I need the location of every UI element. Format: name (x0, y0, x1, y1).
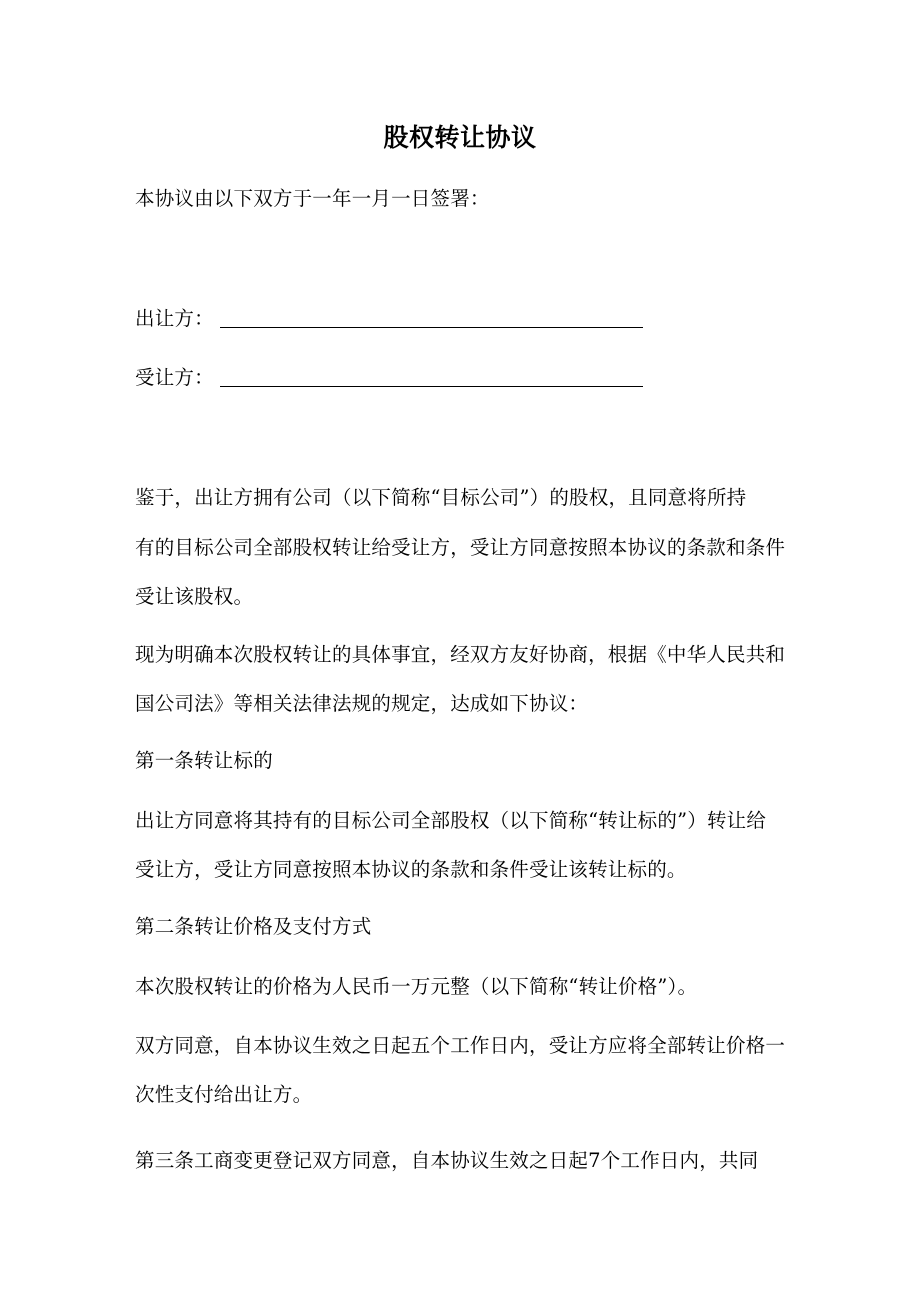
transferee-blank-line (220, 386, 643, 387)
article-2-line: 本次股权转让的价格为人民币一万元整（以下简称“转让价格”）。 (135, 975, 698, 998)
recital-line: 鉴于，出让方拥有公司（以下简称“目标公司”）的股权，且同意将所持 (135, 486, 747, 509)
article-3-line: 第三条工商变更登记双方同意，自本协议生效之日起7个工作日内，共同 (135, 1149, 759, 1172)
article-2-heading: 第二条转让价格及支付方式 (135, 915, 372, 938)
transferor-blank-line (220, 327, 643, 328)
article-1-heading: 第一条转让标的 (135, 749, 273, 772)
recital-line: 受让该股权。 (135, 585, 254, 608)
intro-text: 本协议由以下双方于一年一月一日签署： (135, 187, 490, 210)
recital-line: 有的目标公司全部股权转让给受让方，受让方同意按照本协议的条款和条件 (135, 536, 786, 559)
document-title: 股权转让协议 (383, 123, 537, 152)
article-2-line: 双方同意，自本协议生效之日起五个工作日内，受让方应将全部转让价格一 (135, 1034, 786, 1057)
article-1-line: 出让方同意将其持有的目标公司全部股权（以下简称“转让标的”）转让给 (135, 809, 767, 832)
article-1-line: 受让方，受让方同意按照本协议的条款和条件受让该转让标的。 (135, 858, 687, 881)
article-2-line: 次性支付给出让方。 (135, 1083, 313, 1106)
purpose-line: 国公司法》等相关法律法规的规定，达成如下协议： (135, 692, 589, 715)
transferor-label: 出让方： (135, 307, 214, 330)
transferor-row (135, 301, 795, 337)
purpose-line: 现为明确本次股权转让的具体事宜，经双方友好协商，根据《中华人民共和 (135, 643, 786, 666)
transferee-row (135, 360, 795, 396)
transferee-label: 受让方： (135, 366, 214, 389)
